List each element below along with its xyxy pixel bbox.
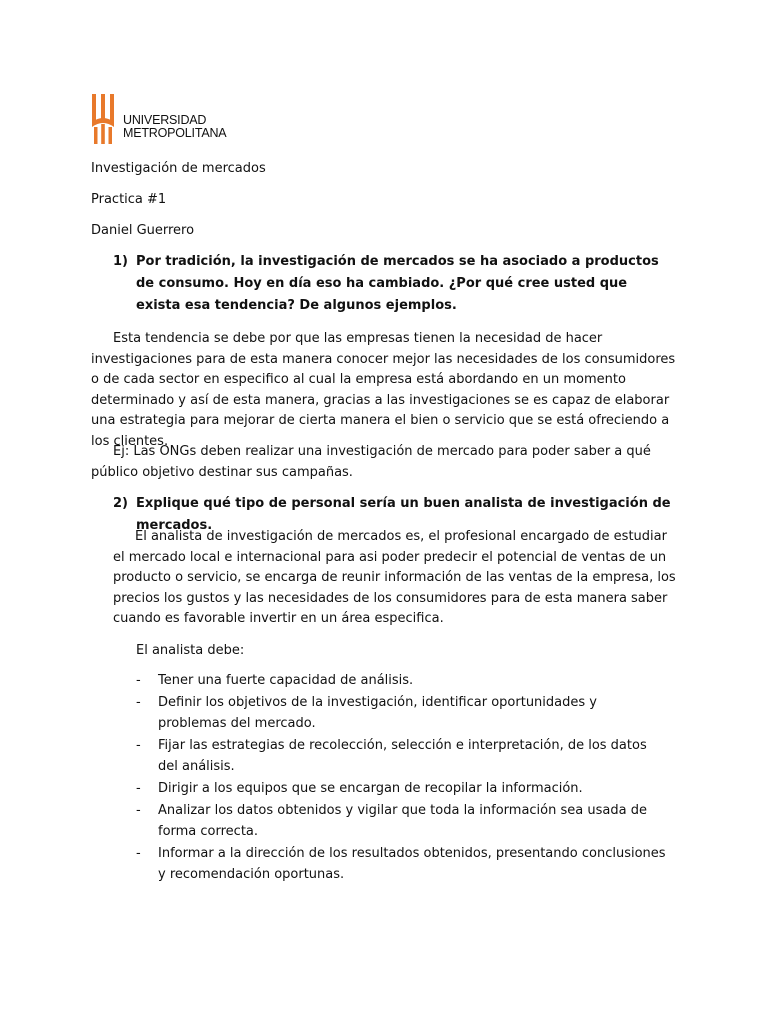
list-item	[136, 735, 666, 777]
university-name-line2: METROPOLITANA	[123, 126, 227, 140]
question-2-number: 2)	[113, 496, 128, 511]
list-item-text: Fijar las estrategias de recolección, selección e interpretación, de los datos del análisis.	[158, 738, 647, 774]
list-item	[136, 778, 666, 799]
bullet-dash: -	[136, 673, 141, 688]
bullet-dash: -	[136, 695, 141, 710]
question-2-text: Explique qué tipo de personal sería un buen analista de investigación de mercados.	[136, 496, 671, 533]
question-1	[113, 251, 673, 317]
bullet-dash: -	[136, 803, 141, 818]
university-logo	[92, 94, 226, 144]
answer-1-example: Ej: Las ONGs deben realizar una investigación de mercado para poder saber a qué público objetivo destinar sus campañas.	[91, 444, 651, 480]
author-name: Daniel Guerrero	[91, 223, 195, 238]
list-item-text: Analizar los datos obtenidos y vigilar que toda la información sea usada de forma correcta.	[158, 803, 647, 839]
list-item	[136, 692, 666, 734]
list-item	[136, 843, 666, 885]
university-name	[123, 114, 226, 140]
list-intro: El analista debe:	[136, 643, 245, 658]
university-name-line1: UNIVERSIDAD	[123, 113, 207, 127]
answer-1-paragraph: Esta tendencia se debe por que las empresas tienen la necesidad de hacer investigaciones para de esta manera conocer mejor las necesidades de los consumidores o de cada sector en especifico al cual la empresa está abordando en un momento determinado y así de esta manera, gracias a las investigaciones se es capaz de elaborar una estrategia para mejorar de cierta manera el bien o servicio que se está ofreciendo a los clientes.	[91, 331, 676, 449]
list-item-text: Dirigir a los equipos que se encargan de recopilar la información.	[158, 781, 583, 796]
analyst-duties-list	[136, 670, 666, 886]
list-item-text: Definir los objetivos de la investigación, identificar oportunidades y problemas del mercado.	[158, 695, 597, 731]
unimet-emblem-icon	[92, 94, 114, 144]
list-item-text: Tener una fuerte capacidad de análisis.	[158, 673, 414, 688]
question-1-number: 1)	[113, 254, 128, 269]
list-item	[136, 670, 666, 691]
bullet-dash: -	[136, 846, 141, 861]
list-item-text: Informar a la dirección de los resultados obtenidos, presentando conclusiones y recomendación oportunas.	[158, 846, 666, 882]
list-item	[136, 800, 666, 842]
course-title: Investigación de mercados	[91, 161, 266, 176]
bullet-dash: -	[136, 738, 141, 753]
question-1-text: Por tradición, la investigación de mercados se ha asociado a productos de consumo. Hoy en día eso ha cambiado. ¿Por qué cree usted que exista esa tendencia? De algunos ejemplos.	[136, 254, 659, 313]
practice-label: Practica #1	[91, 192, 167, 207]
bullet-dash: -	[136, 781, 141, 796]
answer-2-paragraph: El analista de investigación de mercados es, el profesional encargado de estudiar el mercado local e internacional para asi poder predecir el potencial de ventas de un producto o servicio, se encarga de reunir información de las ventas de la empresa, los precios los gustos y las necesidades de los consumidores para de esta manera saber cuando es favorable invertir en un área especifica.	[113, 529, 676, 626]
